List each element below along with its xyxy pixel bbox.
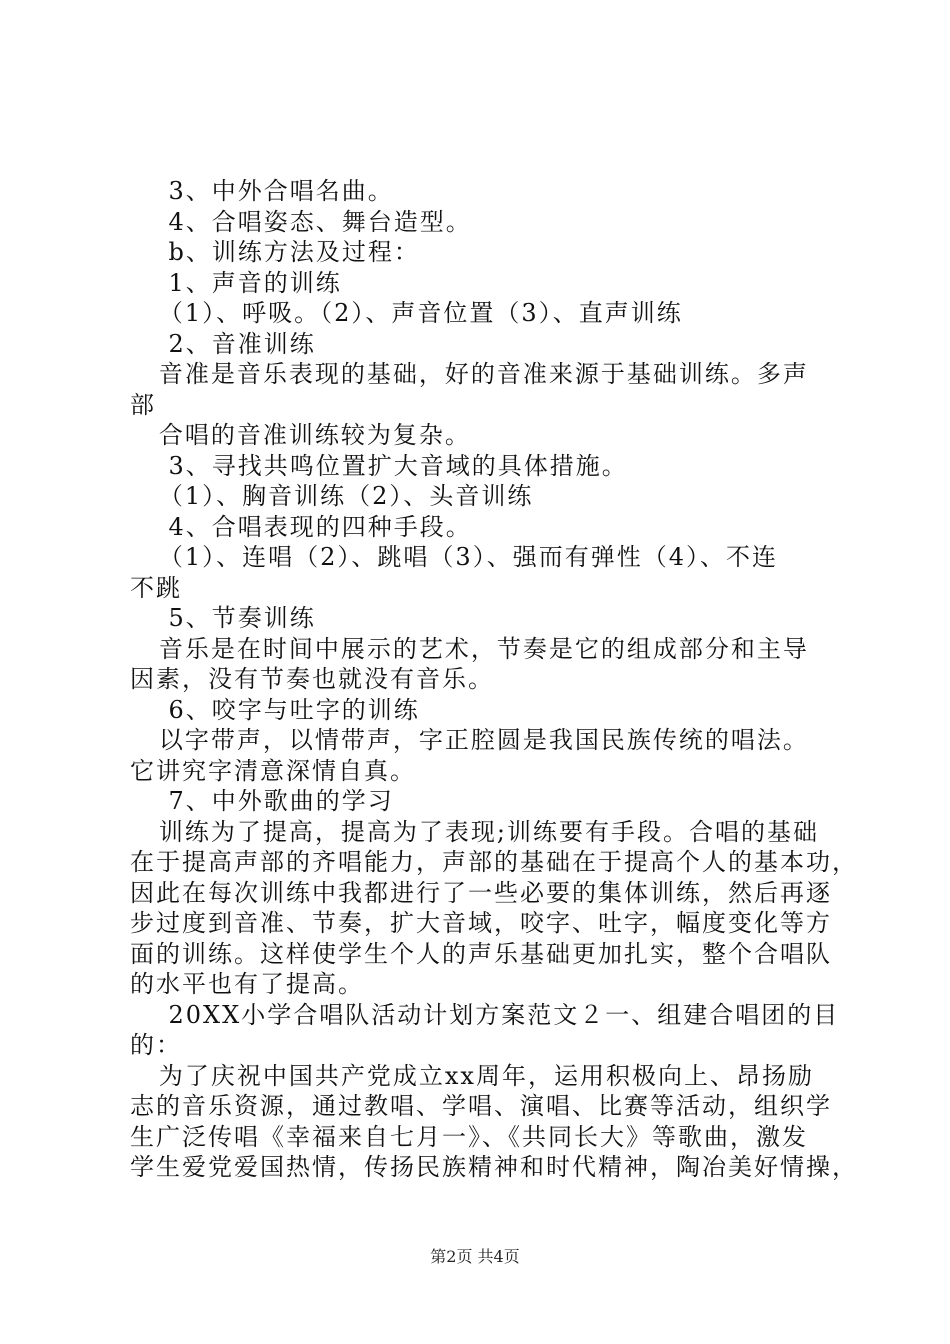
- text-line: 4、合唱姿态、舞台造型。: [130, 207, 472, 236]
- text-line: （1）、呼吸。（2）、声音位置（3）、直声训练: [130, 299, 683, 327]
- text-line: b、训练方法及过程：: [130, 238, 420, 266]
- text-line: 以字带声，以情带声，字正腔圆是我国民族传统的唱法。: [130, 726, 809, 754]
- text-line: 2、音准训练: [130, 329, 316, 358]
- text-line: 部: [130, 390, 156, 419]
- document-body: [130, 176, 858, 1183]
- text-line: 3、寻找共鸣位置扩大音域的具体措施。: [130, 451, 628, 480]
- text-line: 志的音乐资源，通过教唱、学唱、演唱、比赛等活动，组织学: [130, 1092, 832, 1120]
- text-line: 20XX小学合唱队活动计划方案范文２一、组建合唱团的目: [130, 1000, 840, 1029]
- text-line: 3、中外合唱名曲。: [130, 177, 394, 205]
- text-line: 为了庆祝中国共产党成立xx周年，运用积极向上、昂扬励: [130, 1061, 814, 1090]
- text-line: 1、声音的训练: [130, 268, 342, 297]
- text-line: 合唱的音准训练较为复杂。: [130, 421, 471, 449]
- text-line: 的水平也有了提高。: [130, 970, 364, 998]
- text-line: 生广泛传唱《幸福来自七月一》、《共同长大》等歌曲，激发: [130, 1122, 808, 1151]
- page-footer: 第2页 共4页: [430, 1247, 520, 1266]
- text-line: 学生爱党爱国热情，传扬民族精神和时代精神，陶冶美好情操，: [130, 1153, 858, 1181]
- text-line: 因此在每次训练中我都进行了一些必要的集体训练，然后再逐: [130, 878, 832, 907]
- text-line: （1）、连唱（2）、跳唱（3）、强而有弹性（4）、不连: [130, 543, 778, 571]
- text-line: 音乐是在时间中展示的艺术，节奏是它的组成部分和主导: [130, 634, 809, 663]
- text-line: 它讲究字清意深情自真。: [130, 756, 416, 785]
- text-line: （1）、胸音训练（2）、头音训练: [130, 482, 534, 510]
- text-line: 7、中外歌曲的学习: [130, 787, 394, 815]
- text-line: 的：: [130, 1031, 182, 1059]
- text-line: 面的训练。这样使学生个人的声乐基础更加扎实，整个合唱队: [130, 939, 832, 968]
- text-line: 训练为了提高，提高为了表现;训练要有手段。合唱的基础: [130, 817, 819, 846]
- text-line: 4、合唱表现的四种手段。: [130, 512, 472, 541]
- text-line: 因素，没有节奏也就没有音乐。: [130, 665, 494, 693]
- text-line: 不跳: [130, 573, 182, 602]
- text-line: 音准是音乐表现的基础，好的音准来源于基础训练。多声: [130, 360, 809, 388]
- text-line: 步过度到音准、节奏，扩大音域，咬字、吐字，幅度变化等方: [130, 909, 832, 937]
- text-line: 6、咬字与吐字的训练: [130, 695, 420, 724]
- text-line: 在于提高声部的齐唱能力，声部的基础在于提高个人的基本功，: [130, 848, 858, 876]
- text-line: 5、节奏训练: [130, 604, 316, 632]
